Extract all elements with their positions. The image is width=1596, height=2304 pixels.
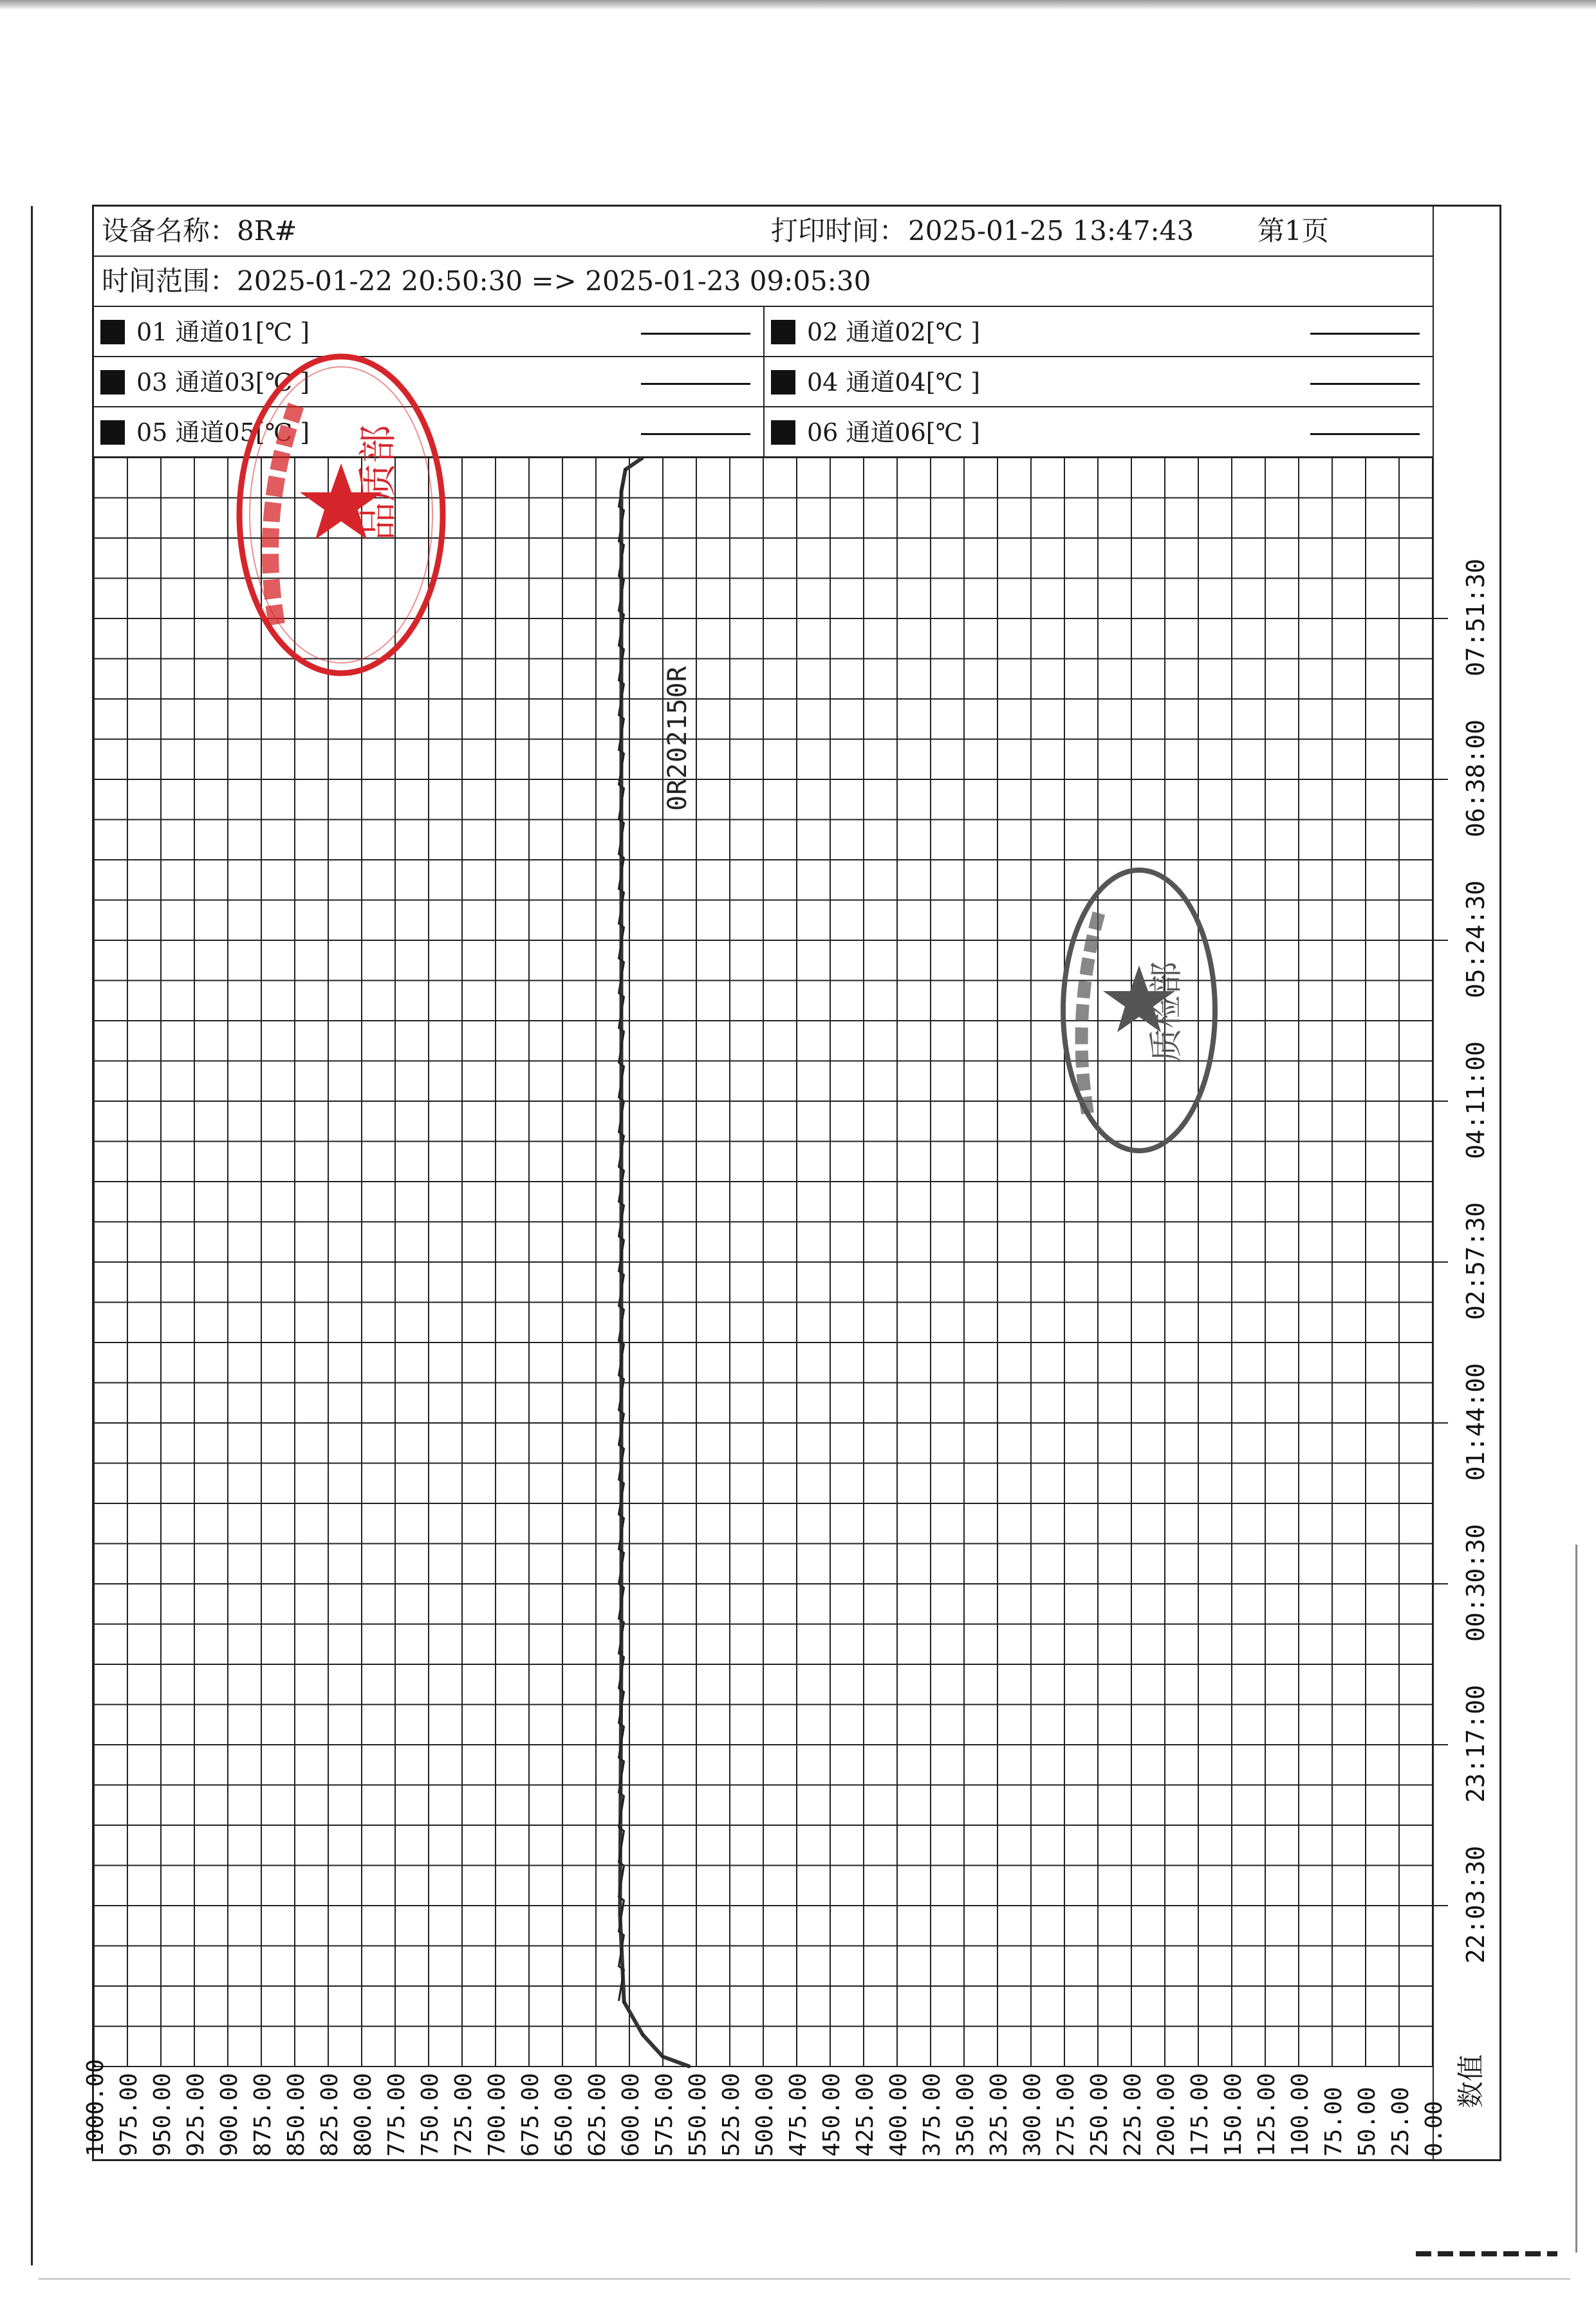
legend-label: 02 通道02[℃ ] [807, 318, 981, 346]
series-point [618, 1913, 621, 1916]
value-tick-label: 925.00 [183, 2072, 209, 2157]
time-tick-label: 04:11:00 [1461, 1041, 1490, 1159]
series-point [620, 1256, 623, 1259]
legend-label: 06 通道06[℃ ] [807, 418, 981, 447]
value-tick-label: 325.00 [986, 2072, 1012, 2157]
series-point [620, 862, 623, 865]
series-point [642, 2034, 644, 2036]
value-tick-label: 725.00 [450, 2072, 477, 2157]
legend-item-06 [763, 407, 1433, 458]
handwritten-note: 0R202150R [663, 665, 692, 811]
scan-right-edge [1575, 1545, 1577, 2253]
value-tick-label: 150.00 [1220, 2072, 1247, 2157]
legend-line [641, 333, 750, 335]
value-tick-label: 400.00 [886, 2072, 912, 2157]
value-tick-label: 125.00 [1254, 2072, 1280, 2157]
value-tick-label: 0.00 [1421, 2101, 1447, 2157]
time-range-label: 时间范围： [102, 265, 237, 297]
time-tick-label: 05:24:30 [1461, 880, 1490, 998]
page-number: 第1页 [1257, 215, 1329, 246]
legend-swatch [771, 320, 795, 344]
legend-item-04 [763, 357, 1433, 407]
time-tick-label: 02:57:30 [1461, 1202, 1490, 1320]
legend-swatch [100, 370, 125, 395]
grid [94, 458, 1433, 2067]
scan-dash-mark [1416, 2251, 1557, 2256]
value-tick-label: 625.00 [584, 2072, 611, 2157]
scan-bottom-edge [39, 2278, 1570, 2280]
value-tick-label: 425.00 [852, 2072, 878, 2157]
value-tick-label: 75.00 [1321, 2086, 1347, 2157]
value-tick-label: 575.00 [651, 2072, 678, 2157]
value-tick-label: 275.00 [1053, 2072, 1079, 2157]
value-tick-label: 1000.00 [82, 2059, 109, 2157]
value-tick-label: 550.00 [685, 2072, 711, 2157]
series-point [689, 2065, 691, 2068]
time-tick-label: 01:44:00 [1461, 1362, 1490, 1481]
header-row-device [94, 207, 1433, 257]
scan-top-edge [0, 0, 1596, 9]
value-tick-label: 850.00 [283, 2072, 310, 2157]
legend-item-02 [763, 307, 1433, 357]
legend-label: 03 通道03[℃ ] [136, 368, 310, 396]
legend-swatch [100, 420, 125, 445]
value-axis-label: 数值 [1455, 2054, 1487, 2108]
device-label: 设备名称： [102, 215, 237, 246]
legend-line [1310, 333, 1420, 335]
gray-seal-text: 质检部 [1147, 961, 1186, 1062]
value-tick-label: 950.00 [149, 2072, 176, 2157]
value-tick-label: 675.00 [517, 2072, 544, 2157]
value-tick-label: 700.00 [484, 2072, 510, 2157]
header-row-range [94, 257, 1433, 307]
value-tick-label: 375.00 [919, 2072, 945, 2157]
print-time-label: 打印时间： [771, 215, 907, 246]
series-point [623, 2001, 626, 2003]
legend-label: 05 通道05[℃ ] [136, 418, 310, 447]
value-tick-label: 750.00 [417, 2072, 443, 2157]
value-tick-label: 50.00 [1354, 2086, 1380, 2157]
series-point [620, 1650, 623, 1653]
value-tick-label: 450.00 [819, 2072, 845, 2157]
time-tick-label: 07:51:30 [1461, 558, 1490, 676]
value-tick-label: 600.00 [618, 2072, 644, 2157]
time-range: 2025-01-22 20:50:30 => 2025-01-23 09:05:30 [237, 265, 871, 297]
gray-inspection-seal [1055, 862, 1223, 1158]
series-point [662, 2056, 664, 2058]
time-axis-strip [1433, 207, 1501, 2159]
value-tick-label: 175.00 [1187, 2072, 1213, 2157]
legend-line [641, 383, 750, 385]
red-seal-text: 品质部 [356, 425, 401, 541]
value-tick-label: 775.00 [384, 2072, 410, 2157]
red-company-seal [232, 348, 450, 682]
value-tick-label: 875.00 [250, 2072, 276, 2157]
time-tick-label: 22:03:30 [1461, 1845, 1490, 1964]
value-tick-label: 500.00 [752, 2072, 778, 2157]
time-tick-label: 00:30:30 [1461, 1523, 1490, 1642]
value-tick-label: 225.00 [1120, 2072, 1146, 2157]
value-tick-label: 350.00 [952, 2072, 979, 2157]
value-tick-label: 475.00 [785, 2072, 812, 2157]
scan-left-edge [31, 206, 33, 2265]
legend-label: 01 通道01[℃ ] [136, 318, 310, 346]
series-point [620, 490, 623, 493]
value-tick-label: 975.00 [116, 2072, 142, 2157]
value-tick-label: 300.00 [1019, 2072, 1046, 2157]
value-tick-label: 25.00 [1387, 2086, 1414, 2157]
legend-swatch [100, 320, 125, 344]
value-tick-label: 200.00 [1153, 2072, 1180, 2157]
legend-line [1310, 433, 1420, 435]
device-name: 8R# [237, 215, 297, 246]
legend-swatch [771, 420, 795, 445]
value-tick-label: 650.00 [551, 2072, 577, 2157]
value-tick-label: 900.00 [216, 2072, 243, 2157]
legend-line [1310, 383, 1420, 385]
chart-svg [82, 458, 1501, 2159]
value-tick-label: 250.00 [1086, 2072, 1113, 2157]
value-tick-label: 100.00 [1287, 2072, 1313, 2157]
value-tick-label: 800.00 [350, 2072, 376, 2157]
legend-label: 04 通道04[℃ ] [807, 368, 981, 396]
legend-line [641, 433, 750, 435]
print-time: 2025-01-25 13:47:43 [908, 215, 1194, 246]
value-tick-label: 525.00 [718, 2072, 745, 2157]
legend-swatch [771, 370, 795, 395]
series-point [642, 456, 644, 459]
value-tick-label: 825.00 [317, 2072, 343, 2157]
time-tick-label: 06:38:00 [1461, 719, 1490, 837]
time-tick-label: 23:17:00 [1461, 1684, 1490, 1803]
series-point [624, 469, 627, 471]
